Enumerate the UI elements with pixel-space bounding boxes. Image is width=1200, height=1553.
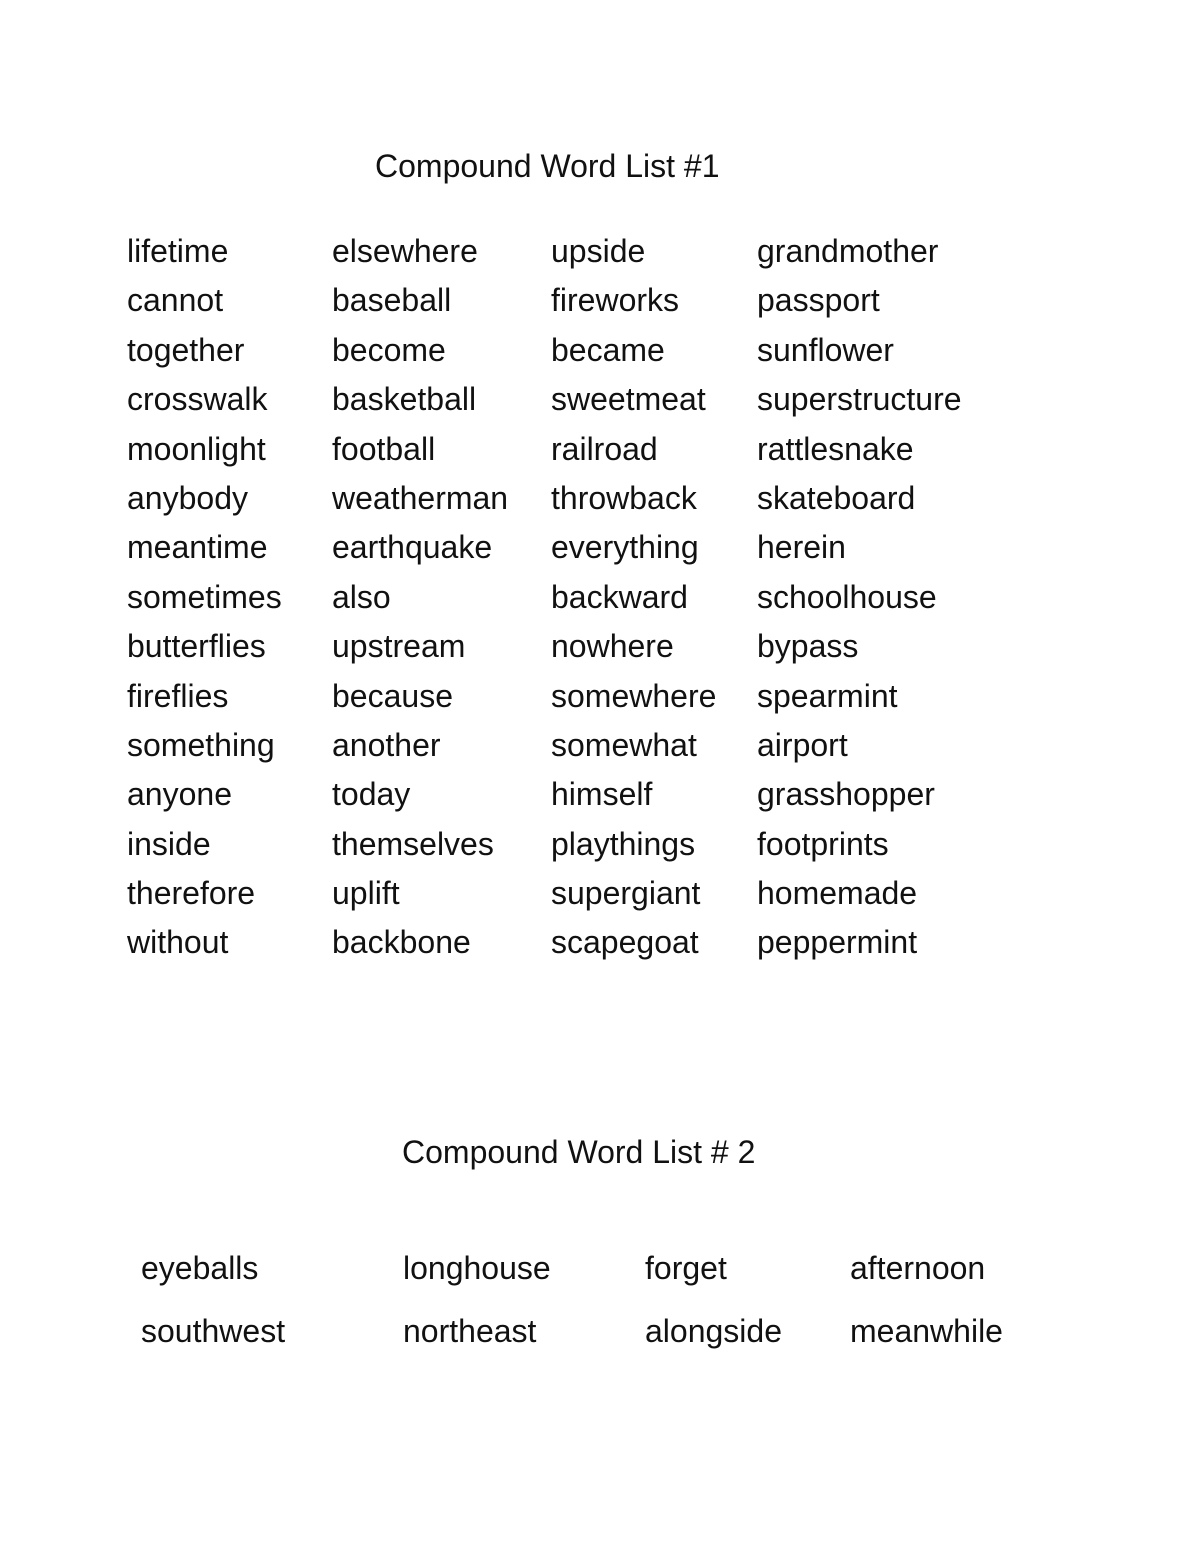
word-item: sunflower <box>757 331 894 368</box>
word-item: railroad <box>551 430 658 467</box>
word-item: bypass <box>757 628 859 665</box>
word-item: forget <box>645 1250 727 1286</box>
word-item: uplift <box>332 875 400 912</box>
word-item: spearmint <box>757 677 898 714</box>
word-item: somewhat <box>551 726 697 763</box>
word-item: became <box>551 331 665 368</box>
word-item: themselves <box>332 825 494 862</box>
word-item: baseball <box>332 282 452 319</box>
word-item: airport <box>757 726 848 763</box>
word-item: moonlight <box>127 430 266 467</box>
word-item: footprints <box>757 825 889 862</box>
list-2-title: Compound Word List # 2 <box>402 1134 756 1170</box>
word-item: himself <box>551 776 653 813</box>
word-item: eyeballs <box>141 1250 259 1286</box>
word-item: northeast <box>403 1313 537 1349</box>
word-item: anybody <box>127 479 248 516</box>
word-item: scapegoat <box>551 924 699 961</box>
word-item: superstructure <box>757 381 962 418</box>
word-item: upstream <box>332 628 466 665</box>
word-item: peppermint <box>757 924 918 961</box>
word-item: therefore <box>127 875 256 912</box>
word-item: today <box>332 776 411 813</box>
word-item: rattlesnake <box>757 430 914 467</box>
word-item: grasshopper <box>757 776 935 813</box>
word-item: become <box>332 331 446 368</box>
list-1-column-1 <box>127 233 282 974</box>
word-item: backbone <box>332 924 471 961</box>
word-item: homemade <box>757 875 918 912</box>
word-item: together <box>127 331 245 368</box>
word-item: without <box>127 924 229 961</box>
word-item: upside <box>551 233 646 269</box>
list-1-column-2 <box>332 233 508 974</box>
word-item: alongside <box>645 1313 782 1349</box>
list-2-column-1 <box>141 1250 285 1376</box>
word-item: cannot <box>127 282 224 319</box>
word-item: sweetmeat <box>551 381 706 418</box>
word-item: fireflies <box>127 677 229 714</box>
word-item: herein <box>757 529 846 566</box>
word-item: somewhere <box>551 677 717 714</box>
word-item: another <box>332 726 441 763</box>
word-item: backward <box>551 578 688 615</box>
word-item: basketball <box>332 381 477 418</box>
word-item: meantime <box>127 529 268 566</box>
word-item: because <box>332 677 453 714</box>
list-2-column-4 <box>850 1250 1003 1376</box>
word-item: afternoon <box>850 1250 986 1286</box>
word-item: lifetime <box>127 233 229 269</box>
word-item: inside <box>127 825 211 862</box>
word-item: passport <box>757 282 880 319</box>
word-item: crosswalk <box>127 381 268 418</box>
word-item: supergiant <box>551 875 701 912</box>
word-item: southwest <box>141 1313 286 1349</box>
word-item: schoolhouse <box>757 578 937 615</box>
word-item: football <box>332 430 436 467</box>
word-item: sometimes <box>127 578 282 615</box>
word-item: earthquake <box>332 529 493 566</box>
word-item: anyone <box>127 776 232 813</box>
list-1-title: Compound Word List #1 <box>375 148 720 184</box>
word-item: grandmother <box>757 233 939 269</box>
list-1-column-4 <box>757 233 962 974</box>
word-item: longhouse <box>403 1250 551 1286</box>
word-item: also <box>332 578 391 615</box>
list-2-column-2 <box>403 1250 551 1376</box>
word-item: playthings <box>551 825 696 862</box>
word-item: meanwhile <box>850 1313 1003 1349</box>
word-item: fireworks <box>551 282 680 319</box>
word-item: butterflies <box>127 628 266 665</box>
word-item: throwback <box>551 479 697 516</box>
word-item: something <box>127 726 275 763</box>
list-1-column-3 <box>551 233 716 974</box>
word-item: elsewhere <box>332 233 478 269</box>
word-item: weatherman <box>332 479 509 516</box>
word-item: everything <box>551 529 699 566</box>
word-item: nowhere <box>551 628 674 665</box>
list-2-column-3 <box>645 1250 782 1376</box>
word-item: skateboard <box>757 479 916 516</box>
